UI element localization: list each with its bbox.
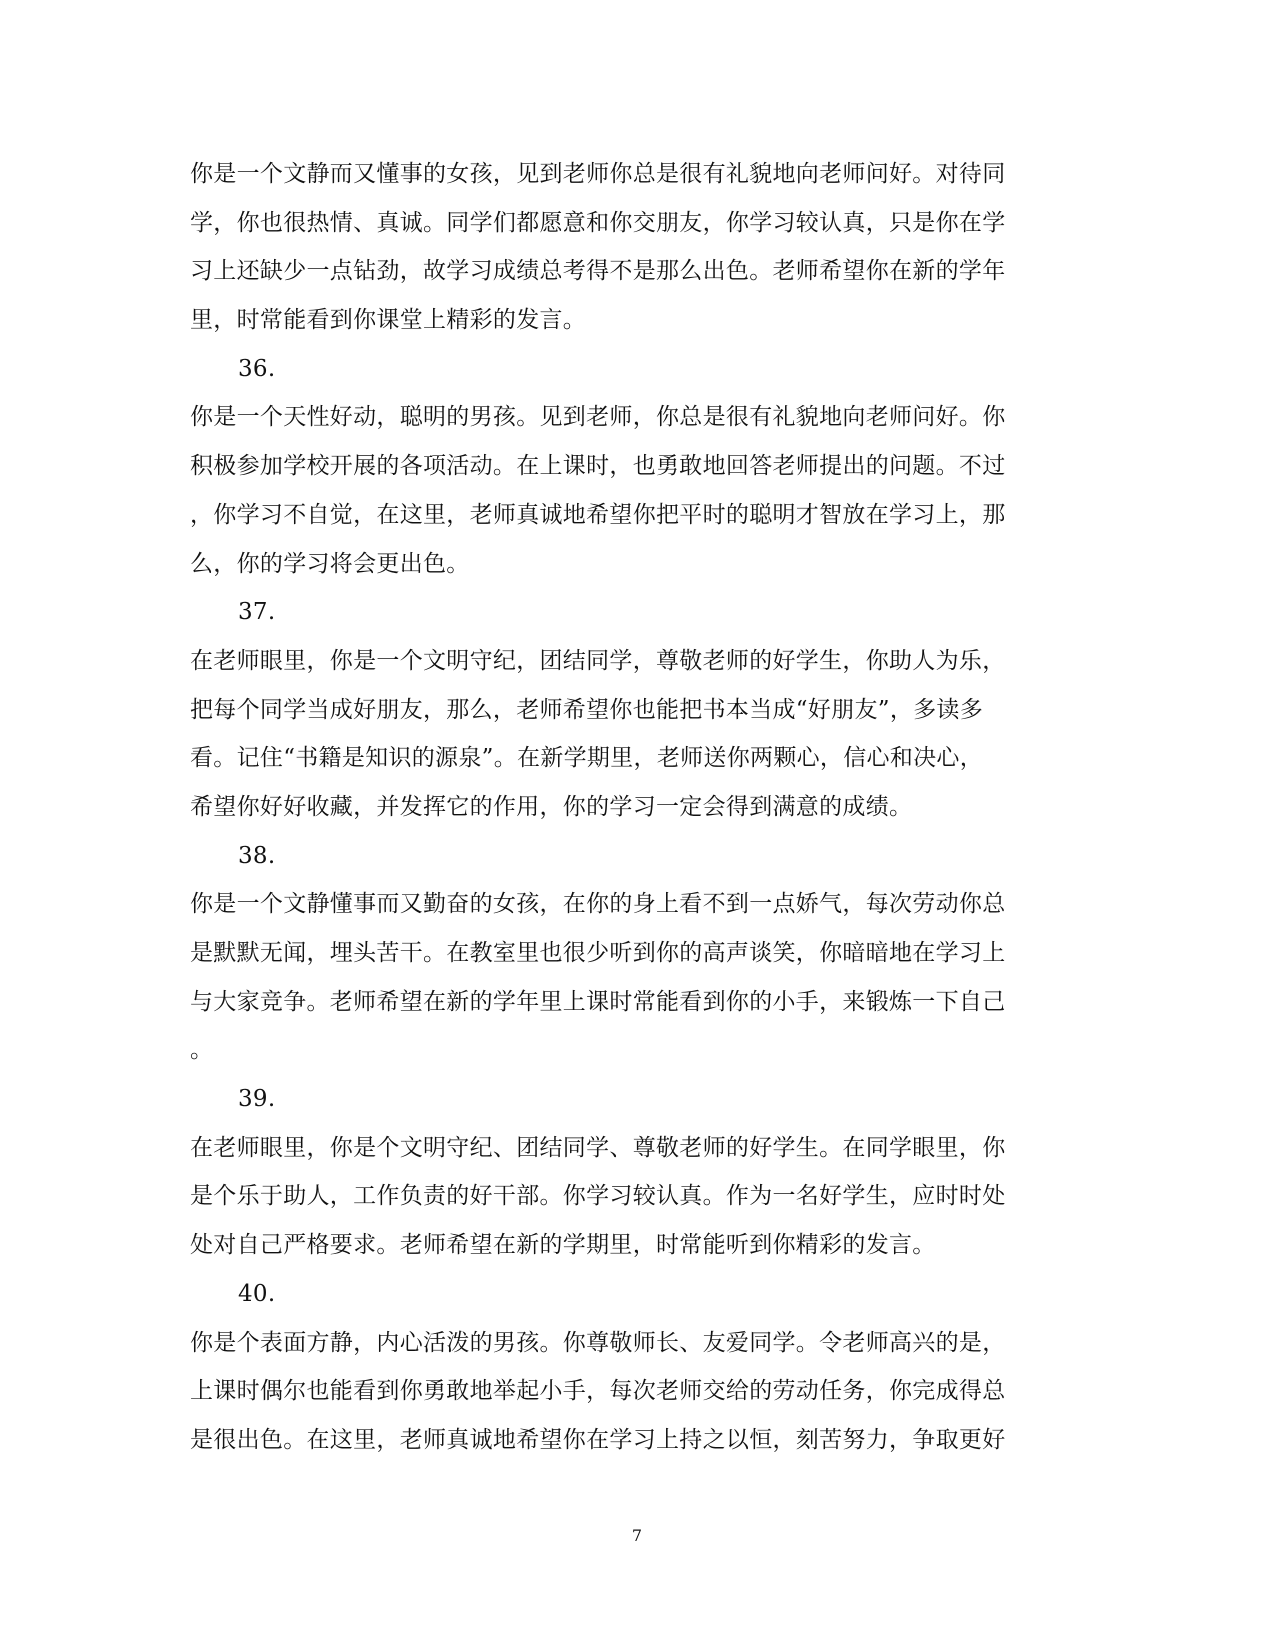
- page-number: 7: [631, 1526, 643, 1545]
- text-line: 积极参加学校开展的各项活动。在上课时，也勇敢地回答老师提出的问题。不过: [190, 453, 1006, 480]
- text-line: 你是一个文静懂事而又勤奋的女孩，在你的身上看不到一点娇气，每次劳动你总: [190, 891, 1006, 918]
- text-line: 学，你也很热情、真诚。同学们都愿意和你交朋友，你学习较认真，只是你在学: [190, 209, 1006, 236]
- text-line: 么，你的学习将会更出色。: [190, 550, 470, 577]
- item-number: 39.: [238, 1086, 276, 1113]
- text-line: 与大家竞争。老师希望在新的学年里上课时常能看到你的小手，来锻炼一下自己: [190, 988, 1006, 1015]
- text-line: 里，时常能看到你课堂上精彩的发言。: [190, 307, 587, 334]
- item-number: 36.: [238, 355, 276, 382]
- text-line: 在老师眼里，你是个文明守纪、团结同学、尊敬老师的好学生。在同学眼里，你: [190, 1134, 1006, 1161]
- text-line: 你是个表面方静，内心活泼的男孩。你尊敬师长、友爱同学。令老师高兴的是，: [190, 1329, 1006, 1356]
- text-line: 是很出色。在这里，老师真诚地希望你在学习上持之以恒，刻苦努力，争取更好: [190, 1426, 1006, 1453]
- text-line: 习上还缺少一点钻劲，故学习成绩总考得不是那么出色。老师希望你在新的学年: [190, 258, 1006, 285]
- text-line: 是默默无闻，埋头苦干。在教室里也很少听到你的高声谈笑，你暗暗地在学习上: [190, 940, 1006, 966]
- text-line: 。: [190, 1037, 214, 1064]
- text-line: 在老师眼里，你是一个文明守纪，团结同学，尊敬老师的好学生，你助人为乐，: [190, 647, 1006, 674]
- text-line: 你是一个天性好动，聪明的男孩。见到老师，你总是很有礼貌地向老师问好。你: [190, 404, 1006, 431]
- text-line: 把每个同学当成好朋友，那么，老师希望你也能把书本当成“好朋友”，多读多: [190, 696, 984, 723]
- item-number: 40.: [238, 1280, 276, 1307]
- text-line: 看。记住“书籍是知识的源泉”。在新学期里，老师送你两颗心，信心和决心，: [190, 745, 984, 772]
- text-line: 希望你好好收藏，并发挥它的作用，你的学习一定会得到满意的成绩。: [190, 793, 913, 820]
- item-number: 37.: [238, 599, 276, 626]
- text-line: 处对自己严格要求。老师希望在新的学期里，时常能听到你精彩的发言。: [190, 1232, 936, 1259]
- text-line: 你是一个文静而又懂事的女孩，见到老师你总是很有礼貌地向老师问好。对待同: [190, 161, 1006, 187]
- item-number: 38.: [238, 842, 276, 869]
- document-body: [190, 150, 1070, 1465]
- text-line: ，你学习不自觉，在这里，老师真诚地希望你把平时的聪明才智放在学习上，那: [190, 501, 1006, 528]
- text-line: 上课时偶尔也能看到你勇敢地举起小手，每次老师交给的劳动任务，你完成得总: [190, 1378, 1006, 1405]
- text-line: 是个乐于助人，工作负责的好干部。你学习较认真。作为一名好学生，应时时处: [190, 1183, 1006, 1210]
